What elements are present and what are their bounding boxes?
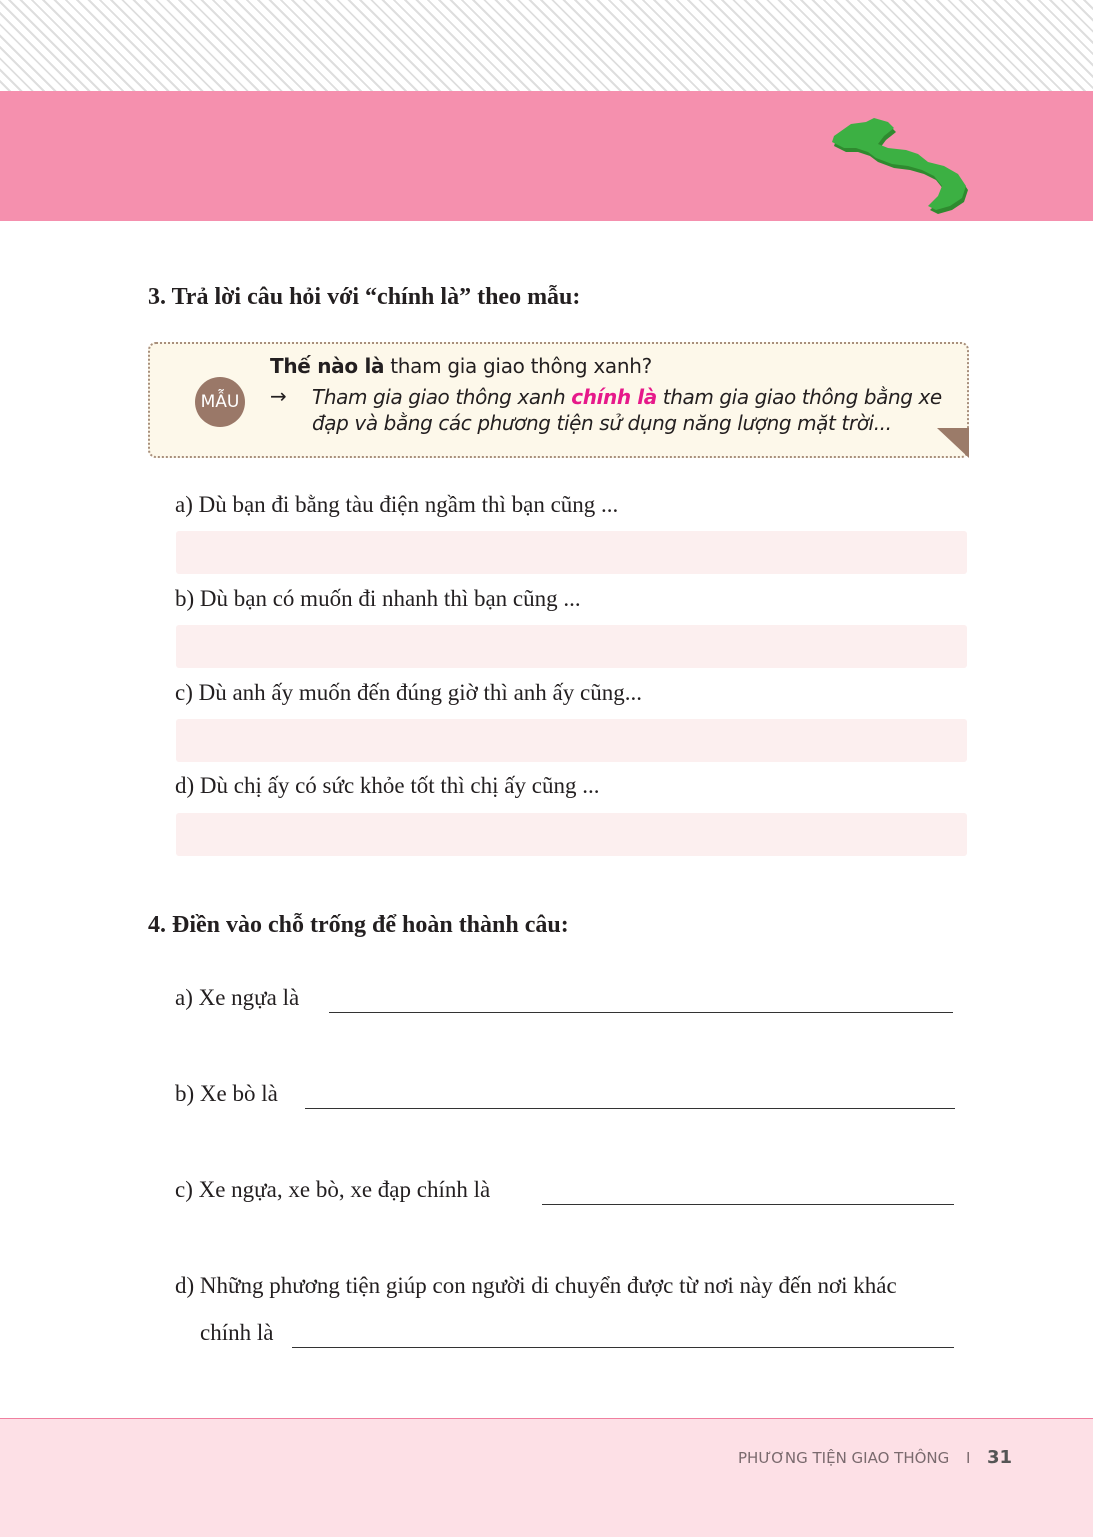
vietnam-map-icon (826, 114, 971, 214)
ex4-answer-line-b[interactable] (305, 1107, 955, 1109)
ex4-item-d-cont: chính là (200, 1320, 274, 1345)
exercise-4-title: 4. Điền vào chỗ trống để hoàn thành câu: (148, 912, 569, 938)
ex4-item-c: c) Xe ngựa, xe bò, xe đạp chính là (175, 1177, 491, 1202)
sample-box (148, 342, 969, 458)
ex4-item-d: d) Những phương tiện giúp con người di chuyển được từ nơi này đến nơi khác (175, 1273, 897, 1298)
footer-separator: I (966, 1449, 971, 1467)
ex3-answer-b[interactable] (176, 625, 967, 668)
ex3-answer-d[interactable] (176, 813, 967, 856)
ex4-answer-line-a[interactable] (329, 1011, 953, 1013)
page-number: 31 (987, 1447, 1013, 1468)
page-fold-corner (937, 428, 969, 458)
arrow-icon: → (270, 384, 287, 408)
ex4-answer-line-c[interactable] (542, 1203, 954, 1205)
ex3-answer-c[interactable] (176, 719, 967, 762)
ex3-answer-a[interactable] (176, 531, 967, 574)
ex4-item-b: b) Xe bò là (175, 1081, 278, 1106)
sample-badge: MẪU (195, 377, 245, 427)
exercise-3-title: 3. Trả lời câu hỏi với “chính là” theo mẫu: (148, 284, 581, 310)
ex3-item-a: a) Dù bạn đi bằng tàu điện ngầm thì bạn cũng ... (175, 492, 619, 517)
ex3-item-d: d) Dù chị ấy có sức khỏe tốt thì chị ấy cũng ... (175, 773, 600, 798)
sample-question: Thế nào là tham gia giao thông xanh? (270, 354, 652, 378)
ex3-item-b: b) Dù bạn có muốn đi nhanh thì bạn cũng ... (175, 586, 581, 611)
footer (0, 1418, 1093, 1537)
sample-answer: Tham gia giao thông xanh chính là tham gia giao thông bằng xe đạp và bằng các phương tiện sử dụng năng lượng mặt trời... (312, 385, 942, 435)
decorative-stripes (0, 0, 1093, 91)
ex3-item-c: c) Dù anh ấy muốn đến đúng giờ thì anh ấy cũng... (175, 680, 642, 705)
footer-title: PHƯƠNG TIỆN GIAO THÔNG (738, 1449, 950, 1467)
ex4-item-a: a) Xe ngựa là (175, 985, 300, 1010)
ex4-answer-line-d[interactable] (292, 1346, 954, 1348)
